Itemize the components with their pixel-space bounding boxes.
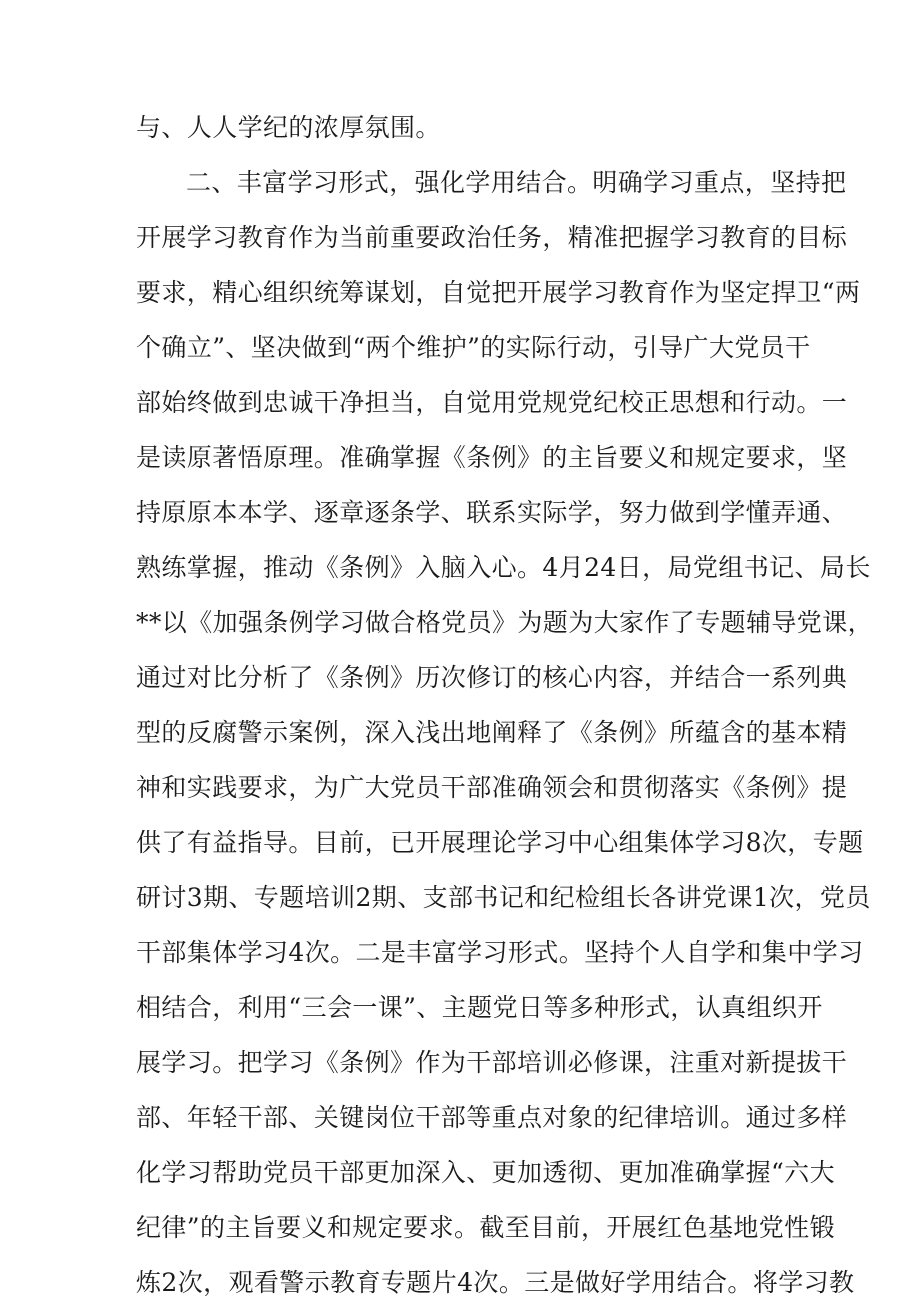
section-heading-line: 二、丰富学习形式，强化学用结合。明确学习重点，坚持把	[186, 168, 847, 197]
text-line: 型的反腐警示案例，深入浅出地阐释了《条例》所蕴含的基本精	[136, 718, 848, 747]
text-line: 纪律”的主旨要义和规定要求。截至目前，开展红色基地党性锻	[136, 1213, 835, 1242]
text-line: 要求，精心组织统筹谋划，自觉把开展学习教育作为坚定捍卫“两	[136, 278, 861, 307]
text-line: 熟练掌握，推动《条例》入脑入心。4月24日，局党组书记、局长	[136, 553, 871, 582]
text-line: 持原原本本学、逐章逐条学、联系实际学，努力做到学懂弄通、	[136, 498, 848, 527]
text-line: 是读原著悟原理。准确掌握《条例》的主旨要义和规定要求，坚	[136, 443, 848, 472]
text-line: 部始终做到忠诚干净担当，自觉用党规党纪校正思想和行动。一	[136, 388, 848, 417]
text-line: 部、年轻干部、关键岗位干部等重点对象的纪律培训。通过多样	[136, 1103, 848, 1132]
text-line: 相结合，利用“三会一课”、主题党日等多种形式，认真组织开	[136, 993, 823, 1022]
text-line: **以《加强条例学习做合格党员》为题为大家作了专题辅导党课，	[136, 608, 874, 637]
text-line: 展学习。把学习《条例》作为干部培训必修课，注重对新提拔干	[136, 1048, 848, 1077]
text-line: 供了有益指导。目前，已开展理论学习中心组集体学习8次，专题	[136, 828, 864, 857]
text-line: 神和实践要求，为广大党员干部准确领会和贯彻落实《条例》提	[136, 773, 848, 802]
text-line: 通过对比分析了《条例》历次修订的核心内容，并结合一系列典	[136, 663, 848, 692]
text-line: 化学习帮助党员干部更加深入、更加透彻、更加准确掌握“六大	[136, 1158, 835, 1187]
text-line: 与、人人学纪的浓厚氛围。	[136, 113, 441, 142]
text-line: 研讨3期、专题培训2期、支部书记和纪检组长各讲党课1次，党员	[136, 883, 871, 912]
text-line: 炼2次，观看警示教育专题片4次。三是做好学用结合。将学习教	[136, 1268, 855, 1297]
text-line: 个确立”、坚决做到“两个维护”的实际行动，引导广大党员干	[136, 333, 811, 362]
text-line: 开展学习教育作为当前重要政治任务，精准把握学习教育的目标	[136, 223, 848, 252]
text-line: 干部集体学习4次。二是丰富学习形式。坚持个人自学和集中学习	[136, 938, 864, 967]
